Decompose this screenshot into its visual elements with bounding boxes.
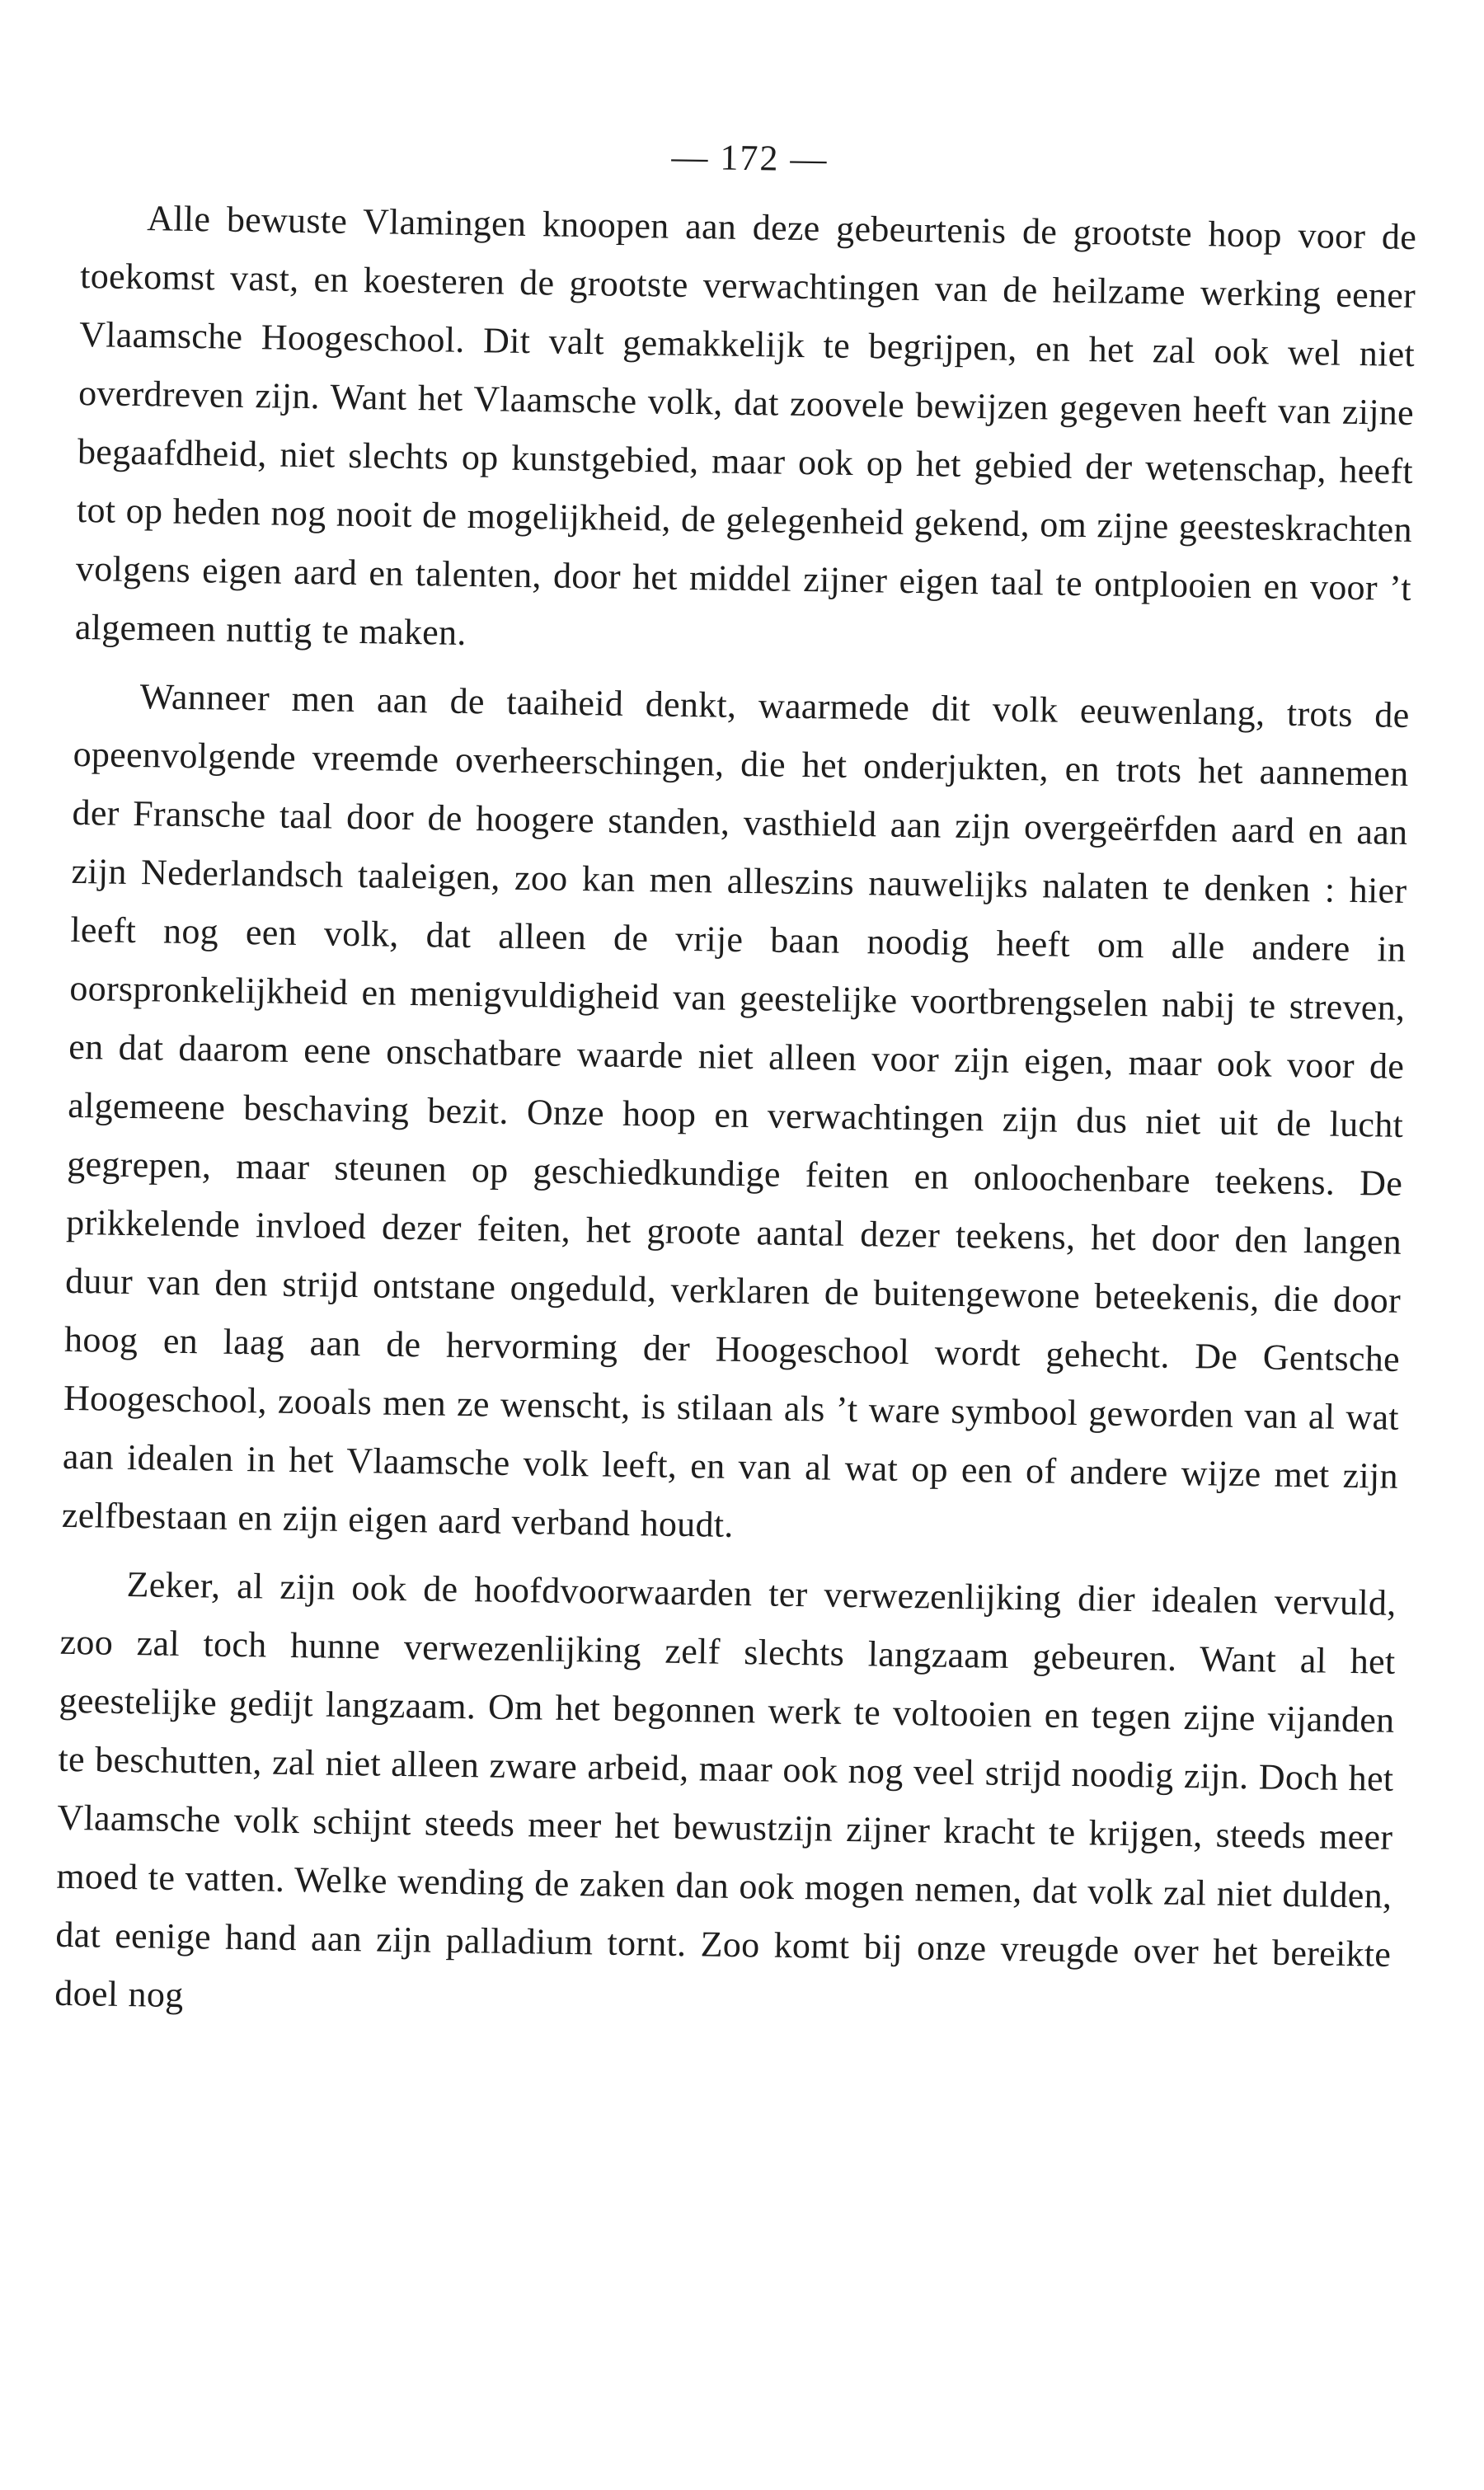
paragraph-2: Wanneer men aan de taaiheid denkt, waarmede dit volk eeuwenlang, trots de opeenvolgende vreemde overheerschingen, die het onderjukten, en trots het aannemen der Fransche taal door de hoogere standen, vasthield aan zijn overgeërfden aard en aan zijn Nederlandsch taaleigen, zoo kan men alleszins nauwelijks nalaten te denken : hier leeft nog een volk, dat alleen de vrije baan noodig heeft om alle andere in oorspronkelijkheid en menigvuldigheid van geestelijke voortbrengselen nabij te streven, en dat daarom eene onschatbare waarde niet alleen voor zijn eigen, maar ook voor de algemeene beschaving bezit. Onze hoop en verwachtingen zijn dus niet uit de lucht gegrepen, maar steunen op geschiedkundige feiten en onloochenbare teekens. De prikkelende invloed dezer feiten, het groote aantal dezer teekens, het door den langen duur van den strijd ontstane ongeduld, verklaren de buitengewone beteekenis, die door hoog en laag aan de hervorming der Hoogeschool wordt gehecht. De Gentsche Hoogeschool, zooals men ze wenscht, is stilaan als ’t ware symbool geworden van al wat aan idealen in het Vlaamsche volk leeft, en van al wat op een of andere wijze met zijn zelfbestaan en zijn eigen aard verband houdt. <box>61 676 1410 1545</box>
paragraph-1: Alle bewuste Vlamingen knoopen aan deze gebeurtenis de grootste hoop voor de toekomst vast, en koesteren de grootste verwachtingen van de heilzame werking eener Vlaamsche Hoogeschool. Dit valt gemakkelijk te begrijpen, en het zal ook wel niet overdreven zijn. Want het Vlaamsche volk, dat zoovele bewijzen gegeven heeft van zijne begaafdheid, niet slechts op kunstgebied, maar ook op het gebied der wetenschap, heeft tot op heden nog nooit de mogelijkheid, de gelegenheid gekend, om zijne geesteskrachten volgens eigen aard en talenten, door het middel zijner eigen taal te ontplooien en voor ’t algemeen nuttig te maken. <box>74 198 1417 653</box>
text-block <box>54 124 1418 2042</box>
paragraph-3: Zeker, al zijn ook de hoofdvoorwaarden ter verwezenlijking dier idealen vervuld, zoo zal toch hunne verwezenlijking zelf slechts langzaam gebeuren. Want al het geestelijke gedijt langzaam. Om het begonnen werk te voltooien en tegen zijne vijanden te beschutten, zal niet alleen zware arbeid, maar ook nog veel strijd noodig zijn. Doch het Vlaamsche volk schijnt steeds meer het bewustzijn zijner kracht te krijgen, steeds meer moed te vatten. Welke wending de zaken dan ook mogen nemen, dat volk zal niet dulden, dat eenige hand aan zijn palladium tornt. Zoo komt bij onze vreugde over het bereikte doel nog <box>54 1563 1397 2016</box>
page-number: — 172 — <box>671 136 829 180</box>
